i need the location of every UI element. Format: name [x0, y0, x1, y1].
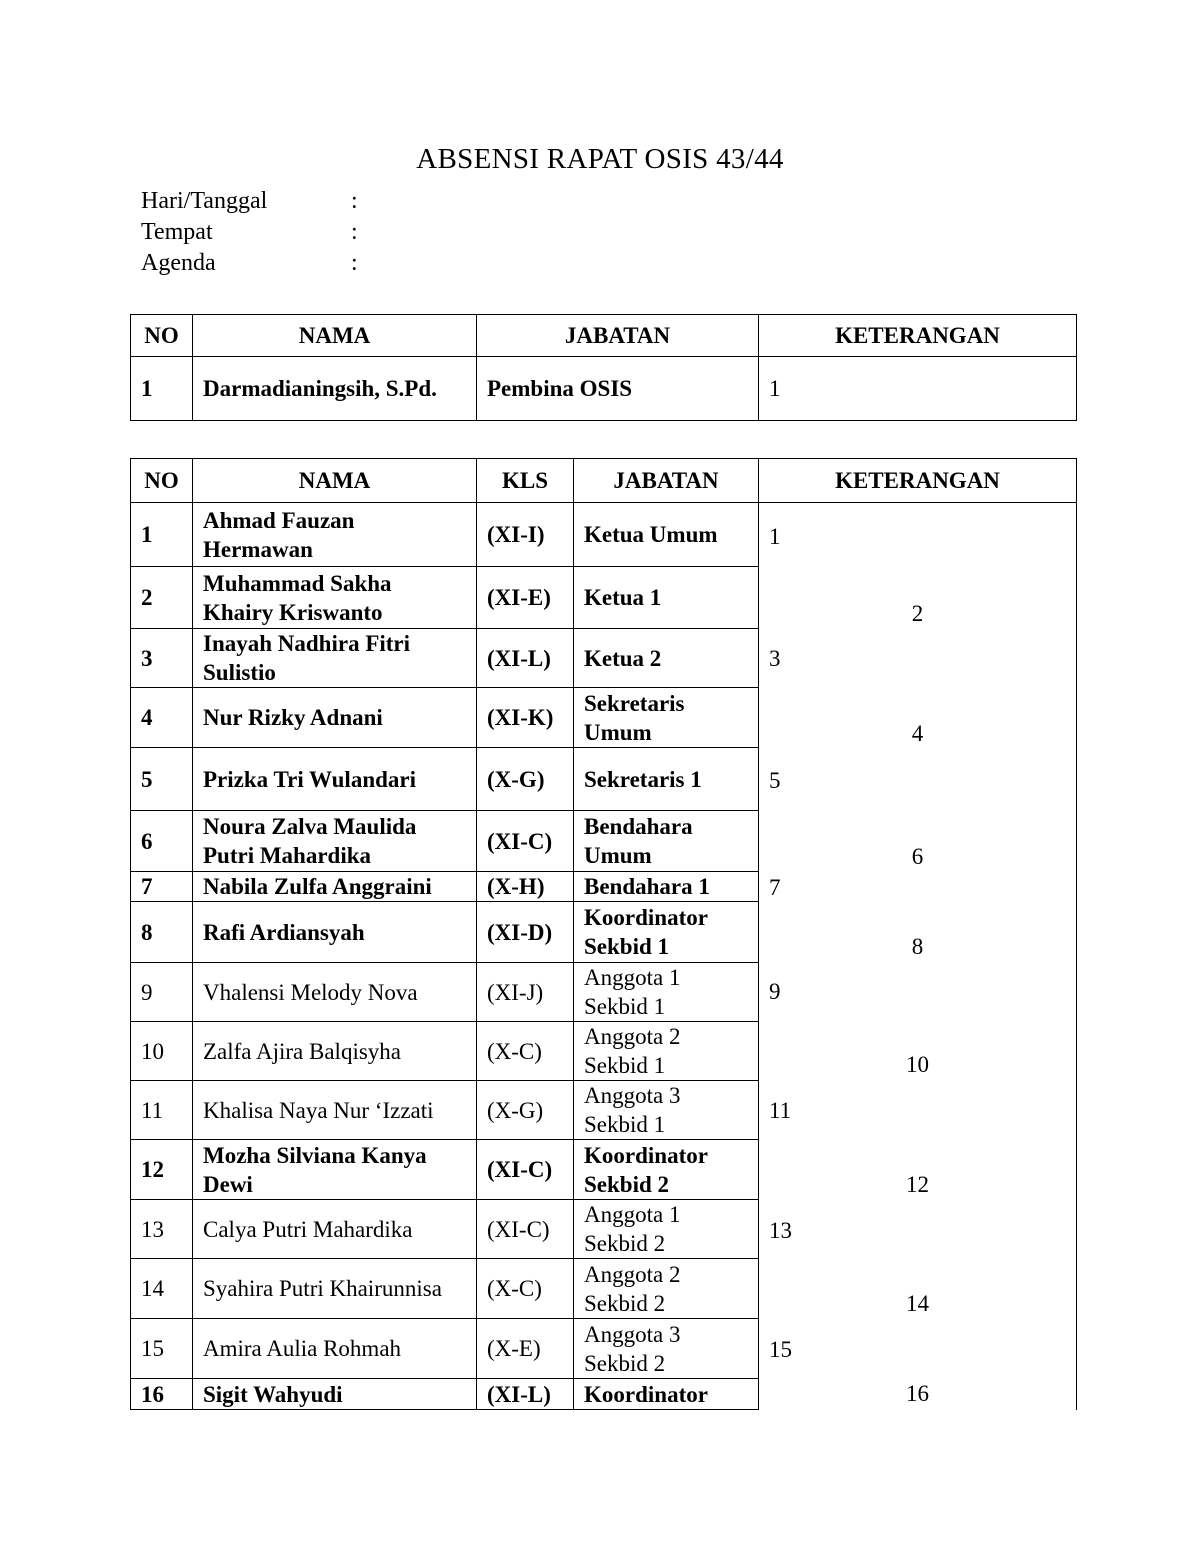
- cell-kls: (XI-J): [477, 963, 574, 1022]
- keterangan-value: 4: [911, 721, 924, 746]
- cell-no: 3: [131, 629, 193, 688]
- cell-nama: Amira Aulia Rohmah: [193, 1319, 477, 1379]
- cell-nama: Inayah Nadhira Fitri Sulistio: [193, 629, 477, 688]
- cell-no: 2: [131, 567, 193, 629]
- cell-no: 11: [131, 1081, 193, 1140]
- cell-nama: Darmadianingsih, S.Pd.: [193, 357, 477, 421]
- cell-keterangan: 1: [759, 357, 1077, 421]
- table-header-row: [131, 459, 1077, 503]
- cell-jabatan: Anggota 1 Sekbid 2: [574, 1200, 759, 1259]
- cell-nama: Calya Putri Mahardika: [193, 1200, 477, 1259]
- cell-kls: (X-G): [477, 1081, 574, 1140]
- cell-kls: (XI-C): [477, 1200, 574, 1259]
- cell-no: 13: [131, 1200, 193, 1259]
- cell-nama: Nabila Zulfa Anggraini: [193, 872, 477, 902]
- cell-jabatan: Anggota 2 Sekbid 1: [574, 1022, 759, 1081]
- cell-nama: Zalfa Ajira Balqisyha: [193, 1022, 477, 1081]
- cell-nama: Syahira Putri Khairunnisa: [193, 1259, 477, 1319]
- keterangan-value: 15: [769, 1337, 792, 1362]
- cell-nama: Noura Zalva Maulida Putri Mahardika: [193, 811, 477, 872]
- cell-jabatan: Sekretaris Umum: [574, 688, 759, 748]
- meta-label: Hari/Tanggal: [141, 188, 268, 214]
- table-header-row: [131, 315, 1077, 357]
- cell-nama: Mozha Silviana Kanya Dewi: [193, 1140, 477, 1200]
- cell-jabatan: Koordinator Sekbid 1: [574, 902, 759, 963]
- cell-jabatan: Ketua 2: [574, 629, 759, 688]
- cell-jabatan: Anggota 2 Sekbid 2: [574, 1259, 759, 1319]
- cell-no: 6: [131, 811, 193, 872]
- cell-no: 1: [131, 357, 193, 421]
- cell-no: 14: [131, 1259, 193, 1319]
- cell-no: 8: [131, 902, 193, 963]
- keterangan-value: 13: [769, 1218, 792, 1243]
- cell-kls: (X-H): [477, 872, 574, 902]
- cell-kls: (XI-L): [477, 629, 574, 688]
- cell-nama: Ahmad Fauzan Hermawan: [193, 503, 477, 567]
- cell-jabatan: Ketua 1: [574, 567, 759, 629]
- meta-colon: :: [351, 188, 358, 214]
- cell-kls: (XI-D): [477, 902, 574, 963]
- cell-jabatan: Bendahara 1: [574, 872, 759, 902]
- cell-no: 16: [131, 1379, 193, 1410]
- cell-no: 1: [131, 503, 193, 567]
- cell-jabatan: Anggota 1 Sekbid 1: [574, 963, 759, 1022]
- keterangan-value: 11: [769, 1098, 792, 1123]
- cell-jabatan: Koordinator Sekbid 2: [574, 1140, 759, 1200]
- cell-kls: (X-C): [477, 1022, 574, 1081]
- cell-nama: Rafi Ardiansyah: [193, 902, 477, 963]
- advisor-table: [130, 314, 1077, 421]
- keterangan-value: 5: [769, 768, 781, 793]
- cell-no: 15: [131, 1319, 193, 1379]
- cell-no: 10: [131, 1022, 193, 1081]
- cell-kls: (XI-L): [477, 1379, 574, 1410]
- keterangan-value: 12: [906, 1172, 929, 1197]
- cell-no: 9: [131, 963, 193, 1022]
- table-row: [131, 357, 1077, 421]
- cell-jabatan: Anggota 3 Sekbid 1: [574, 1081, 759, 1140]
- keterangan-value: 7: [769, 875, 781, 900]
- cell-no: 12: [131, 1140, 193, 1200]
- cell-nama: Muhammad Sakha Khairy Kriswanto: [193, 567, 477, 629]
- keterangan-value: 1: [769, 524, 781, 549]
- cell-nama: Nur Rizky Adnani: [193, 688, 477, 748]
- cell-jabatan: Anggota 3 Sekbid 2: [574, 1319, 759, 1379]
- keterangan-value: 2: [911, 601, 924, 626]
- header-keterangan: KETERANGAN: [759, 315, 1077, 357]
- cell-jabatan: Ketua Umum: [574, 503, 759, 567]
- keterangan-value: 16: [906, 1381, 929, 1406]
- header-no: NO: [131, 315, 193, 357]
- cell-jabatan: Koordinator: [574, 1379, 759, 1410]
- cell-no: 5: [131, 748, 193, 811]
- page-title: ABSENSI RAPAT OSIS 43/44: [416, 143, 784, 175]
- cell-nama: Sigit Wahyudi: [193, 1379, 477, 1410]
- keterangan-value: 6: [911, 844, 924, 869]
- cell-kls: (XI-K): [477, 688, 574, 748]
- keterangan-value: 3: [769, 646, 781, 671]
- keterangan-column: [759, 503, 1077, 1410]
- cell-kls: (XI-C): [477, 811, 574, 872]
- cell-kls: (XI-I): [477, 503, 574, 567]
- header-jabatan: JABATAN: [477, 315, 759, 357]
- meta-colon: :: [351, 250, 358, 276]
- cell-kls: (X-E): [477, 1319, 574, 1379]
- header-nama: NAMA: [193, 315, 477, 357]
- keterangan-value: 9: [769, 979, 781, 1004]
- cell-kls: (XI-E): [477, 567, 574, 629]
- header-nama: NAMA: [193, 459, 477, 503]
- cell-nama: Prizka Tri Wulandari: [193, 748, 477, 811]
- keterangan-value: 8: [911, 934, 924, 959]
- cell-no: 4: [131, 688, 193, 748]
- cell-kls: (XI-C): [477, 1140, 574, 1200]
- members-table: [130, 458, 1077, 1410]
- cell-no: 7: [131, 872, 193, 902]
- cell-nama: Vhalensi Melody Nova: [193, 963, 477, 1022]
- table-row: [131, 503, 1077, 567]
- cell-jabatan: Pembina OSIS: [477, 357, 759, 421]
- cell-kls: (X-C): [477, 1259, 574, 1319]
- header-jabatan: JABATAN: [574, 459, 759, 503]
- cell-jabatan: Sekretaris 1: [574, 748, 759, 811]
- keterangan-value: 14: [906, 1291, 929, 1316]
- meta-label: Agenda: [141, 250, 216, 276]
- cell-jabatan: Bendahara Umum: [574, 811, 759, 872]
- cell-nama: Khalisa Naya Nur ‘Izzati: [193, 1081, 477, 1140]
- keterangan-value: 10: [906, 1052, 929, 1077]
- cell-kls: (X-G): [477, 748, 574, 811]
- header-kls: KLS: [477, 459, 574, 503]
- meta-colon: :: [351, 219, 358, 245]
- header-no: NO: [131, 459, 193, 503]
- meta-label: Tempat: [141, 219, 213, 245]
- header-keterangan: KETERANGAN: [759, 459, 1077, 503]
